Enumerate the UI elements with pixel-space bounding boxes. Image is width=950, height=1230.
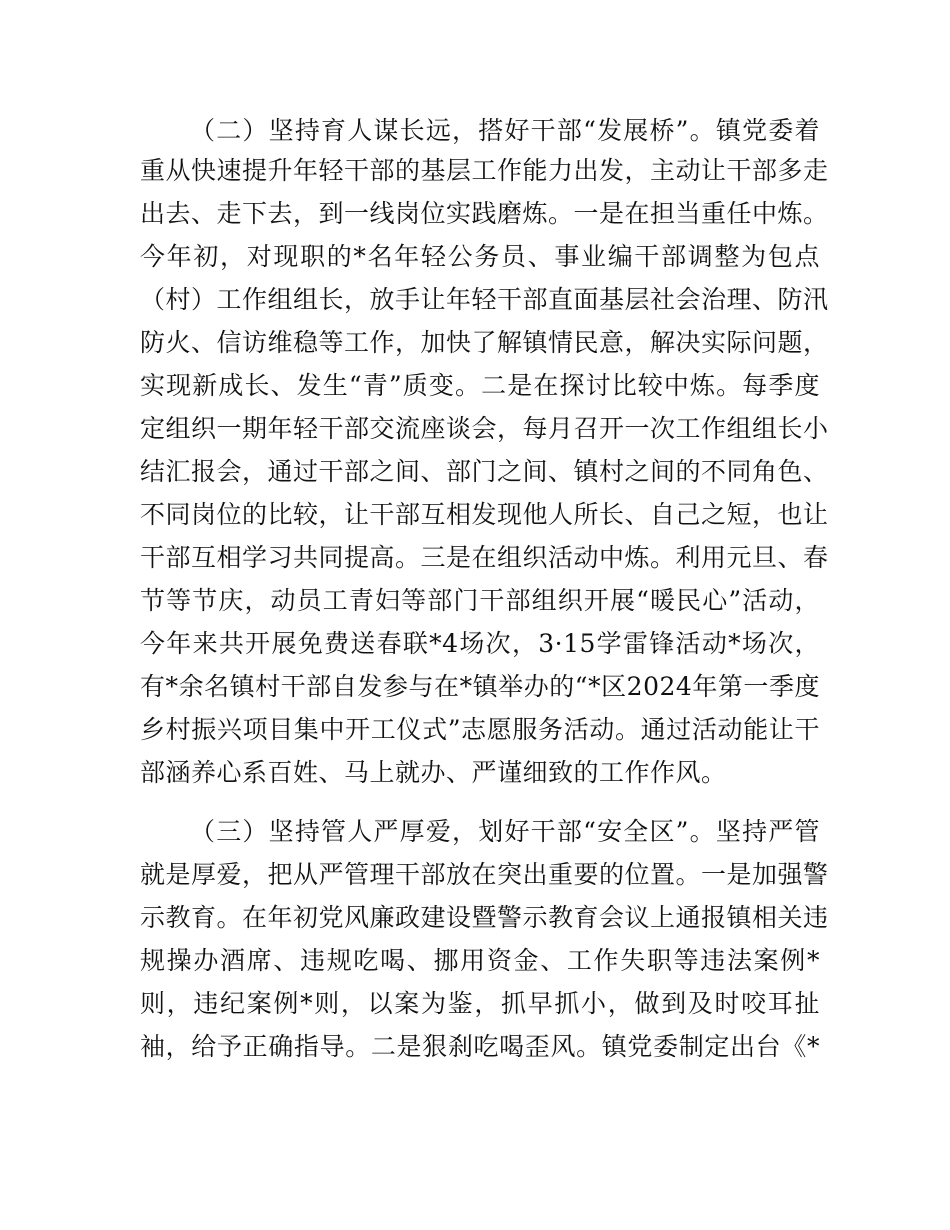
paragraph-3-line-4: 规操办酒席、违规吃喝、挪用资金、工作失职等违法案例* — [140, 946, 820, 975]
paragraph-2-line-14: 有*余名镇村干部自发参与在*镇举办的“*区2024年第一季度 — [140, 672, 820, 701]
paragraph-2-line-2: 重从快速提升年轻干部的基层工作能力出发，主动让干部多走 — [140, 156, 829, 185]
paragraph-2-line-6: 防火、信访维稳等工作，加快了解镇情民意，解决实际问题， — [140, 328, 829, 357]
paragraph-2-line-9: 结汇报会，通过干部之间、部门之间、镇村之间的不同角色、 — [140, 457, 829, 486]
paragraph-3-line-5: 则，违纪案例*则，以案为鉴，抓早抓小，做到及时咬耳扯 — [140, 989, 820, 1018]
paragraph-2-line-1: （二）坚持育人谋长远，搭好干部“发展桥”。镇党委着 — [190, 116, 820, 145]
paragraph-2-line-8: 定组织一期年轻干部交流座谈会，每月召开一次工作组组长小 — [140, 414, 829, 443]
paragraph-3-line-3: 示教育。在年初党风廉政建设暨警示教育会议上通报镇相关违 — [140, 903, 829, 932]
paragraph-3-line-1: （三）坚持管人严厚爱，划好干部“安全区”。坚持严管 — [190, 817, 820, 846]
paragraph-3-line-2: 就是厚爱，把从严管理干部放在突出重要的位置。一是加强警 — [140, 860, 829, 889]
paragraph-2-line-7: 实现新成长、发生“青”质变。二是在探讨比较中炼。每季度 — [140, 371, 820, 400]
paragraph-2-line-3: 出去、走下去，到一线岗位实践磨炼。一是在担当重任中炼。 — [140, 199, 829, 228]
paragraph-2-line-12: 节等节庆，动员工青妇等部门干部组织开展“暖民心”活动， — [140, 586, 820, 615]
paragraph-2-line-10: 不同岗位的比较，让干部互相发现他人所长、自己之短，也让 — [140, 500, 829, 529]
paragraph-2-line-11: 干部互相学习共同提高。三是在组织活动中炼。利用元旦、春 — [140, 543, 829, 572]
paragraph-2-line-4: 今年初，对现职的*名年轻公务员、事业编干部调整为包点 — [140, 242, 820, 271]
paragraph-2-line-5: （村）工作组组长，放手让年轻干部直面基层社会治理、防汛 — [140, 285, 829, 314]
paragraph-2-line-13: 今年来共开展免费送春联*4场次，3·15学雷锋活动*场次， — [140, 629, 820, 658]
paragraph-2-line-15: 乡村振兴项目集中开工仪式”志愿服务活动。通过活动能让干 — [140, 715, 820, 744]
paragraph-2-line-16: 部涵养心系百姓、马上就办、严谨细致的工作作风。 — [140, 758, 727, 787]
paragraph-3-line-6: 袖，给予正确指导。二是狠刹吃喝歪风。镇党委制定出台《* — [140, 1032, 820, 1061]
